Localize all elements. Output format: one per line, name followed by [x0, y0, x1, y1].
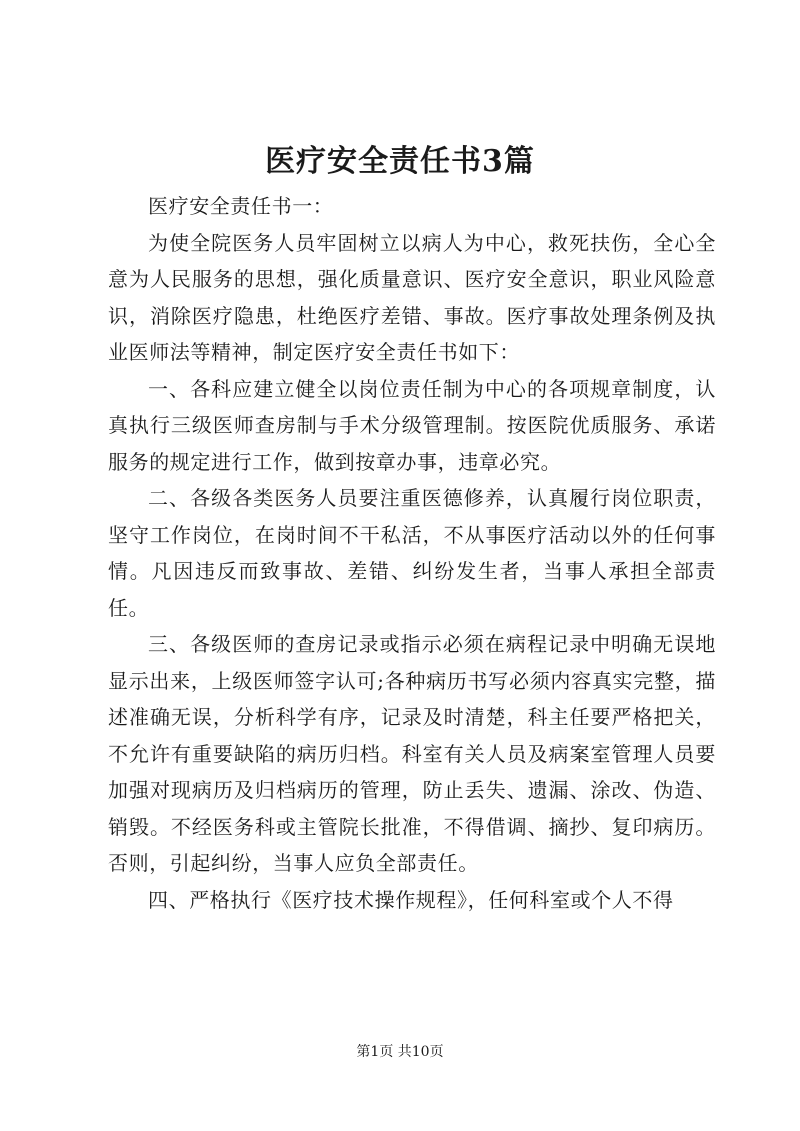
- paragraph-item-1: 一、各科应建立健全以岗位责任制为中心的各项规章制度，认真执行三级医师查房制与手术分级管理制。按医院优质服务、承诺服务的规定进行工作，做到按章办事，违章必究。: [108, 376, 716, 474]
- paragraph-heading: 医疗安全责任书一：: [148, 194, 334, 218]
- paragraph-item-4: 四、严格执行《医疗技术操作规程》，任何科室或个人不得: [148, 887, 674, 912]
- document-title: 医疗安全责任书3篇: [265, 144, 535, 179]
- paragraph-item-2: 二、各级各类医务人员要注重医德修养，认真履行岗位职责，坚守工作岗位，在岗时间不干私活，不从事医疗活动以外的任何事情。凡因违反而致事故、差错、纠纷发生者，当事人承担全部责任。: [108, 486, 716, 620]
- document-body: [108, 188, 716, 918]
- paragraph-item-3: 三、各级医师的查房记录或指示必须在病程记录中明确无误地显示出来，上级医师签字认可;各种病历书写必须内容真实完整，描述准确无误，分析科学有序，记录及时清楚，科主任要严格把关，不允许有重要缺陷的病历归档。科室有关人员及病案室管理人员要加强对现病历及归档病历的管理，防止丢失、遗漏、涂改、伪造、销毁。不经医务科或主管院长批准，不得借调、摘抄、复印病历。否则，引起纠纷，当事人应负全部责任。: [108, 632, 716, 875]
- paragraph-intro: 为使全院医务人员牢固树立以病人为中心，救死扶伤，全心全意为人民服务的思想，强化质量意识、医疗安全意识，职业风险意识，消除医疗隐患，杜绝医疗差错、事故。医疗事故处理条例及执业医师法等精神，制定医疗安全责任书如下：: [108, 230, 716, 364]
- page-number-footer: 第1页 共10页: [356, 1044, 444, 1060]
